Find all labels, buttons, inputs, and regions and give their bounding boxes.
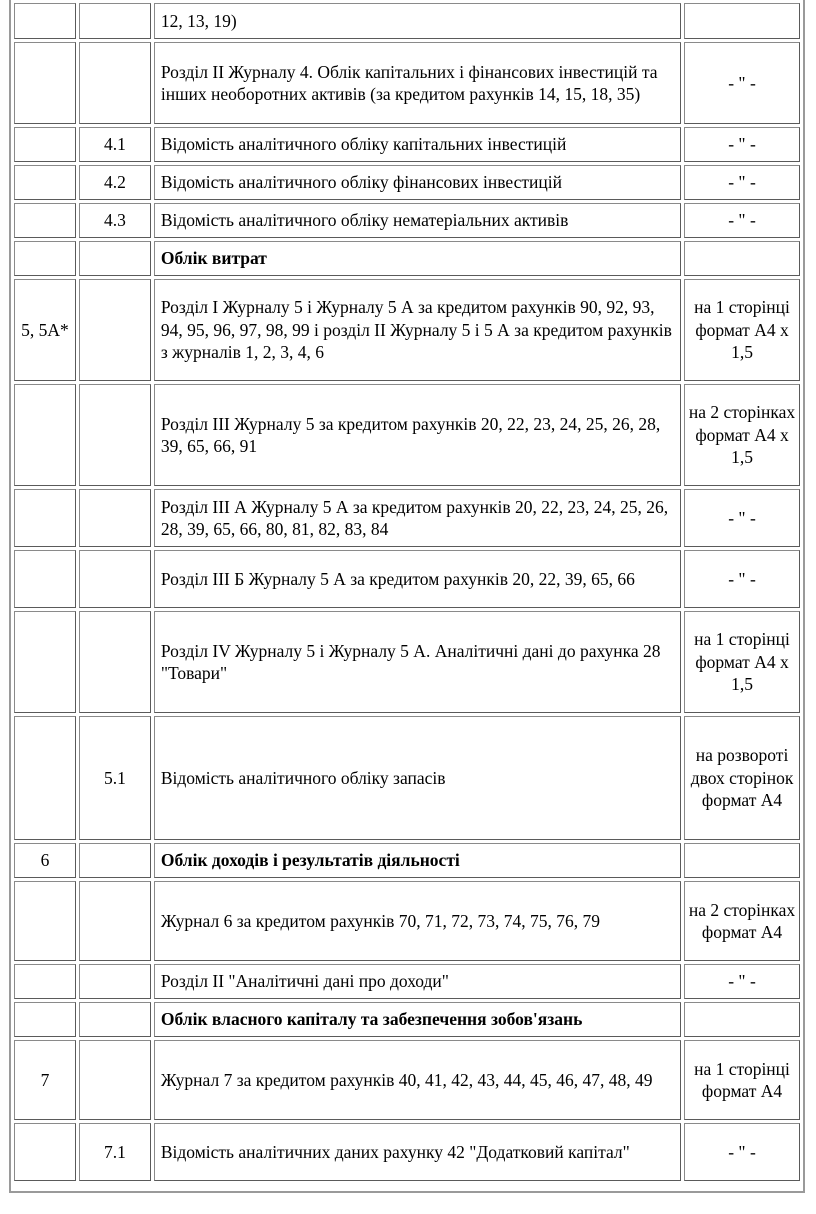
table-cell-c1 bbox=[14, 881, 76, 961]
table-cell-c1 bbox=[14, 203, 76, 238]
table-cell-c2: 4.3 bbox=[79, 203, 151, 238]
table-cell-c4: на 1 сторінці формат А4 х 1,5 bbox=[684, 611, 800, 713]
table-cell-c1 bbox=[14, 42, 76, 124]
table-cell-c1 bbox=[14, 165, 76, 200]
table-cell-c2 bbox=[79, 843, 151, 878]
table-row bbox=[14, 1002, 800, 1037]
table-row bbox=[14, 964, 800, 999]
table-cell-c4: - " - bbox=[684, 489, 800, 547]
table-cell-c4: на 1 сторінці формат А4 х 1,5 bbox=[684, 279, 800, 381]
table-cell-c1: 7 bbox=[14, 1040, 76, 1120]
document-page bbox=[9, 0, 805, 1193]
table-cell-c3: Відомість аналітичного обліку капітальних інвестицій bbox=[154, 127, 681, 162]
table-cell-c4: - " - bbox=[684, 203, 800, 238]
table-cell-c2 bbox=[79, 489, 151, 547]
table-cell-c2 bbox=[79, 279, 151, 381]
table-row bbox=[14, 42, 800, 124]
table-row bbox=[14, 611, 800, 713]
table-row bbox=[14, 716, 800, 840]
table-cell-c3: Відомість аналітичного обліку запасів bbox=[154, 716, 681, 840]
table-row bbox=[14, 3, 800, 39]
table-cell-c2 bbox=[79, 384, 151, 486]
table-cell-c4 bbox=[684, 1002, 800, 1037]
table-cell-c1 bbox=[14, 611, 76, 713]
table-row bbox=[14, 489, 800, 547]
table-row bbox=[14, 165, 800, 200]
table-row bbox=[14, 384, 800, 486]
table-cell-c3: Облік витрат bbox=[154, 241, 681, 276]
table-cell-c2 bbox=[79, 611, 151, 713]
table-cell-c2 bbox=[79, 550, 151, 608]
table-cell-c3: Розділ III Б Журналу 5 А за кредитом рахунків 20, 22, 39, 65, 66 bbox=[154, 550, 681, 608]
table-cell-c1 bbox=[14, 1123, 76, 1181]
table-cell-c3: Журнал 6 за кредитом рахунків 70, 71, 72, 73, 74, 75, 76, 79 bbox=[154, 881, 681, 961]
table-cell-c3: Розділ III Журналу 5 за кредитом рахунків 20, 22, 23, 24, 25, 26, 28, 39, 65, 66, 91 bbox=[154, 384, 681, 486]
table-cell-c2 bbox=[79, 1040, 151, 1120]
table-cell-c3: Журнал 7 за кредитом рахунків 40, 41, 42, 43, 44, 45, 46, 47, 48, 49 bbox=[154, 1040, 681, 1120]
table-cell-c4: - " - bbox=[684, 127, 800, 162]
table-cell-c4 bbox=[684, 241, 800, 276]
table-cell-c4: на 2 сторінках формат А4 bbox=[684, 881, 800, 961]
table-cell-c1: 6 bbox=[14, 843, 76, 878]
table-cell-c3: 12, 13, 19) bbox=[154, 3, 681, 39]
table-cell-c3: Розділ III А Журналу 5 А за кредитом рахунків 20, 22, 23, 24, 25, 26, 28, 39, 65, 66, 80, 81, 82, 83, 84 bbox=[154, 489, 681, 547]
table-cell-c2 bbox=[79, 881, 151, 961]
table-row bbox=[14, 881, 800, 961]
table-cell-c2 bbox=[79, 241, 151, 276]
table-cell-c1 bbox=[14, 241, 76, 276]
table-cell-c1 bbox=[14, 964, 76, 999]
table-cell-c2: 5.1 bbox=[79, 716, 151, 840]
table-cell-c2 bbox=[79, 964, 151, 999]
table-row bbox=[14, 203, 800, 238]
table-cell-c3: Відомість аналітичного обліку фінансових інвестицій bbox=[154, 165, 681, 200]
table-row bbox=[14, 1040, 800, 1120]
table-row bbox=[14, 241, 800, 276]
table-row bbox=[14, 279, 800, 381]
table-body bbox=[14, 3, 800, 1181]
table-row bbox=[14, 1123, 800, 1181]
table-cell-c4: на розвороті двох сторінок формат А4 bbox=[684, 716, 800, 840]
table-row bbox=[14, 843, 800, 878]
table-row bbox=[14, 127, 800, 162]
table-cell-c4: - " - bbox=[684, 550, 800, 608]
table-cell-c2 bbox=[79, 42, 151, 124]
table-row bbox=[14, 550, 800, 608]
table-cell-c3: Облік доходів і результатів діяльності bbox=[154, 843, 681, 878]
table-cell-c4 bbox=[684, 843, 800, 878]
table-cell-c2: 7.1 bbox=[79, 1123, 151, 1181]
table-cell-c2: 4.2 bbox=[79, 165, 151, 200]
table-cell-c3: Відомість аналітичних даних рахунку 42 "Додатковий капітал" bbox=[154, 1123, 681, 1181]
table-cell-c3: Облік власного капіталу та забезпечення зобов'язань bbox=[154, 1002, 681, 1037]
table-cell-c1 bbox=[14, 3, 76, 39]
table-cell-c1 bbox=[14, 550, 76, 608]
table-cell-c3: Розділ II Журналу 4. Облік капітальних і фінансових інвестицій та інших необоротних активів (за кредитом рахунків 14, 15, 18, 35) bbox=[154, 42, 681, 124]
table-cell-c4: - " - bbox=[684, 165, 800, 200]
table-cell-c1 bbox=[14, 716, 76, 840]
table-cell-c1: 5, 5А* bbox=[14, 279, 76, 381]
table-cell-c4: - " - bbox=[684, 964, 800, 999]
table-cell-c2 bbox=[79, 1002, 151, 1037]
table-cell-c1 bbox=[14, 489, 76, 547]
table-cell-c4: на 2 сторінках формат А4 х 1,5 bbox=[684, 384, 800, 486]
table-cell-c3: Розділ IV Журналу 5 і Журналу 5 А. Аналітичні дані до рахунка 28 "Товари" bbox=[154, 611, 681, 713]
table-cell-c4 bbox=[684, 3, 800, 39]
table-cell-c3: Розділ I Журналу 5 і Журналу 5 А за кредитом рахунків 90, 92, 93, 94, 95, 96, 97, 98, 99 і розділ II Журналу 5 і 5 А за кредитом рахунків з журналів 1, 2, 3, 4, 6 bbox=[154, 279, 681, 381]
table-cell-c1 bbox=[14, 384, 76, 486]
journal-table bbox=[11, 0, 803, 1184]
table-cell-c4: на 1 сторінці формат А4 bbox=[684, 1040, 800, 1120]
table-cell-c1 bbox=[14, 1002, 76, 1037]
table-cell-c2 bbox=[79, 3, 151, 39]
table-cell-c3: Відомість аналітичного обліку нематеріальних активів bbox=[154, 203, 681, 238]
table-cell-c3: Розділ II "Аналітичні дані про доходи" bbox=[154, 964, 681, 999]
table-cell-c1 bbox=[14, 127, 76, 162]
table-cell-c4: - " - bbox=[684, 1123, 800, 1181]
table-cell-c4: - " - bbox=[684, 42, 800, 124]
table-cell-c2: 4.1 bbox=[79, 127, 151, 162]
